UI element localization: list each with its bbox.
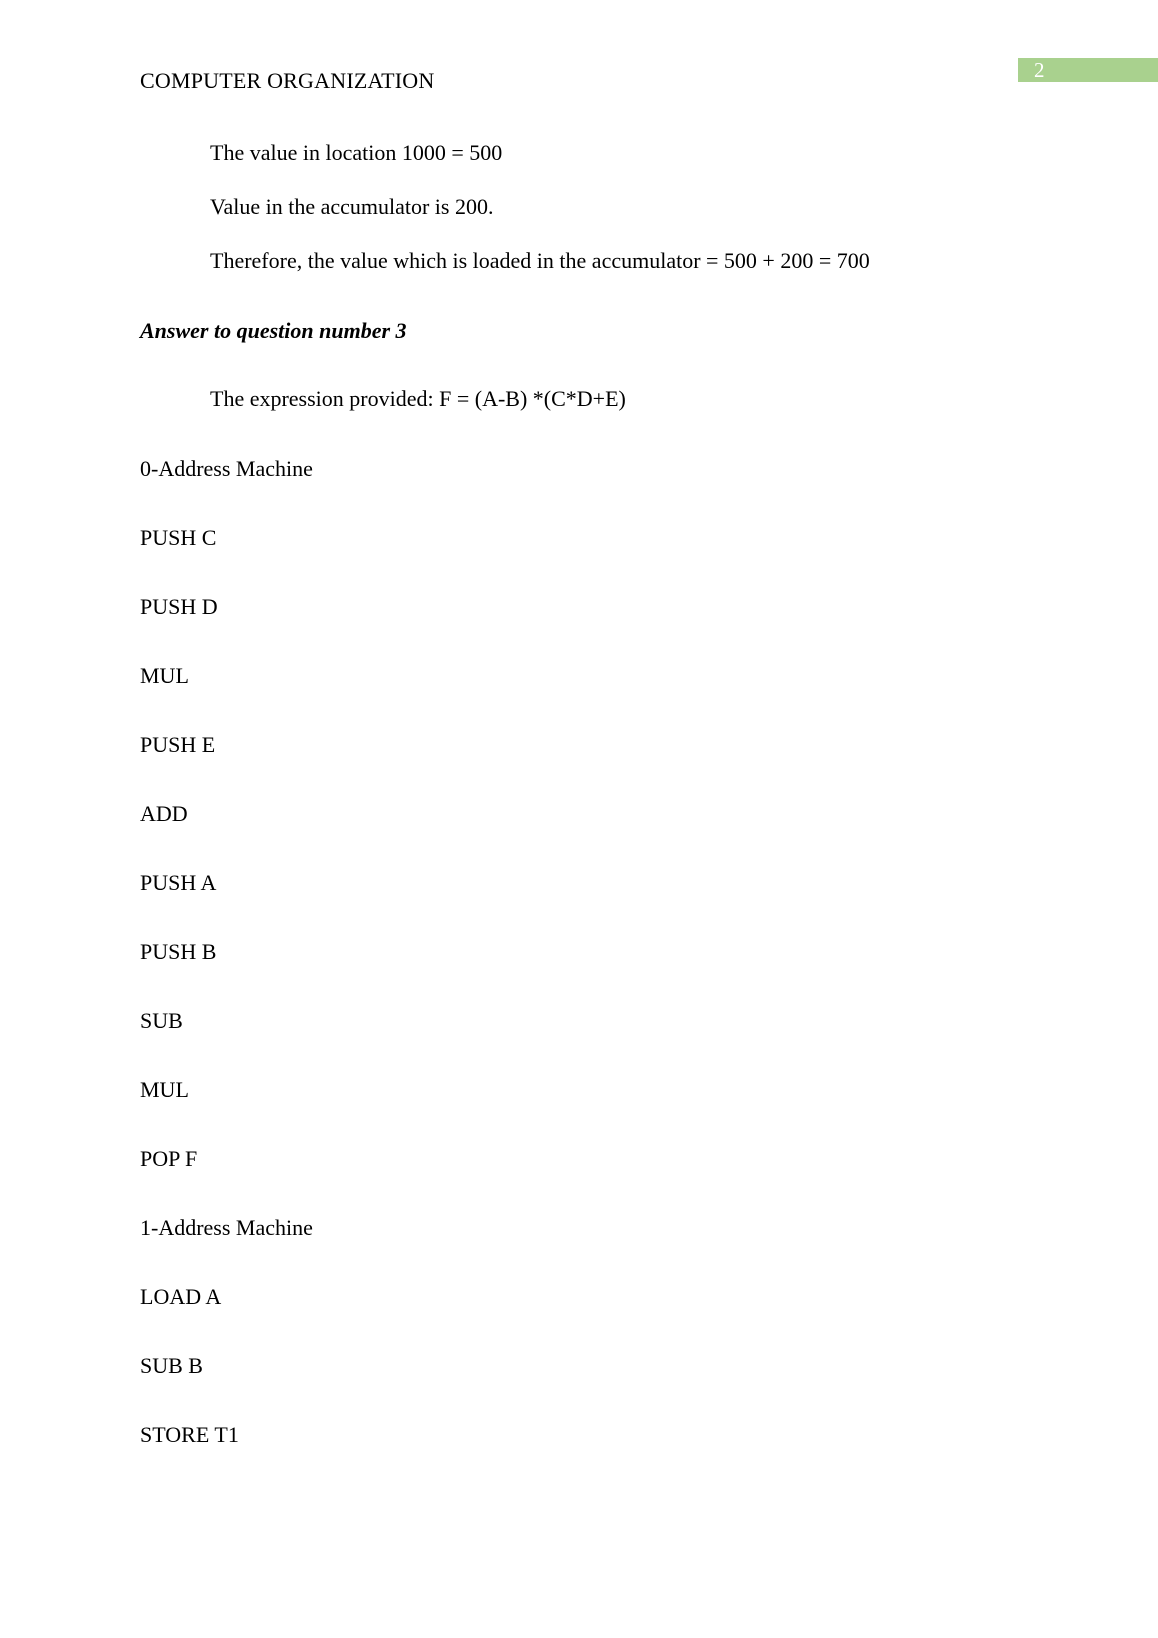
instruction-line: MUL xyxy=(140,1077,189,1102)
intro-line-result: Therefore, the value which is loaded in the accumulator = 500 + 200 = 700 xyxy=(210,248,870,273)
instruction-line: MUL xyxy=(140,663,189,688)
running-header: COMPUTER ORGANIZATION xyxy=(140,68,435,93)
instruction-line: PUSH E xyxy=(140,732,216,757)
instruction-line: STORE T1 xyxy=(140,1422,239,1447)
expression-line: The expression provided: F = (A-B) *(C*D+E) xyxy=(210,386,626,411)
instruction-line: LOAD A xyxy=(140,1284,222,1309)
instruction-line: ADD xyxy=(140,801,188,826)
instruction-line: SUB xyxy=(140,1008,183,1033)
instruction-line: PUSH D xyxy=(140,594,218,619)
instruction-line: PUSH B xyxy=(140,939,217,964)
page-number-badge xyxy=(1018,58,1158,82)
zero-address-title: 0-Address Machine xyxy=(140,456,313,481)
instruction-line: SUB B xyxy=(140,1353,203,1378)
instruction-line: PUSH A xyxy=(140,870,217,895)
instruction-line: POP F xyxy=(140,1146,198,1171)
one-address-title: 1-Address Machine xyxy=(140,1215,313,1240)
intro-line-location-value: The value in location 1000 = 500 xyxy=(210,140,503,165)
instruction-line: PUSH C xyxy=(140,525,217,550)
section-heading: Answer to question number 3 xyxy=(140,318,407,343)
intro-line-accumulator-value: Value in the accumulator is 200. xyxy=(210,194,494,219)
page-number: 2 xyxy=(1034,58,1045,82)
